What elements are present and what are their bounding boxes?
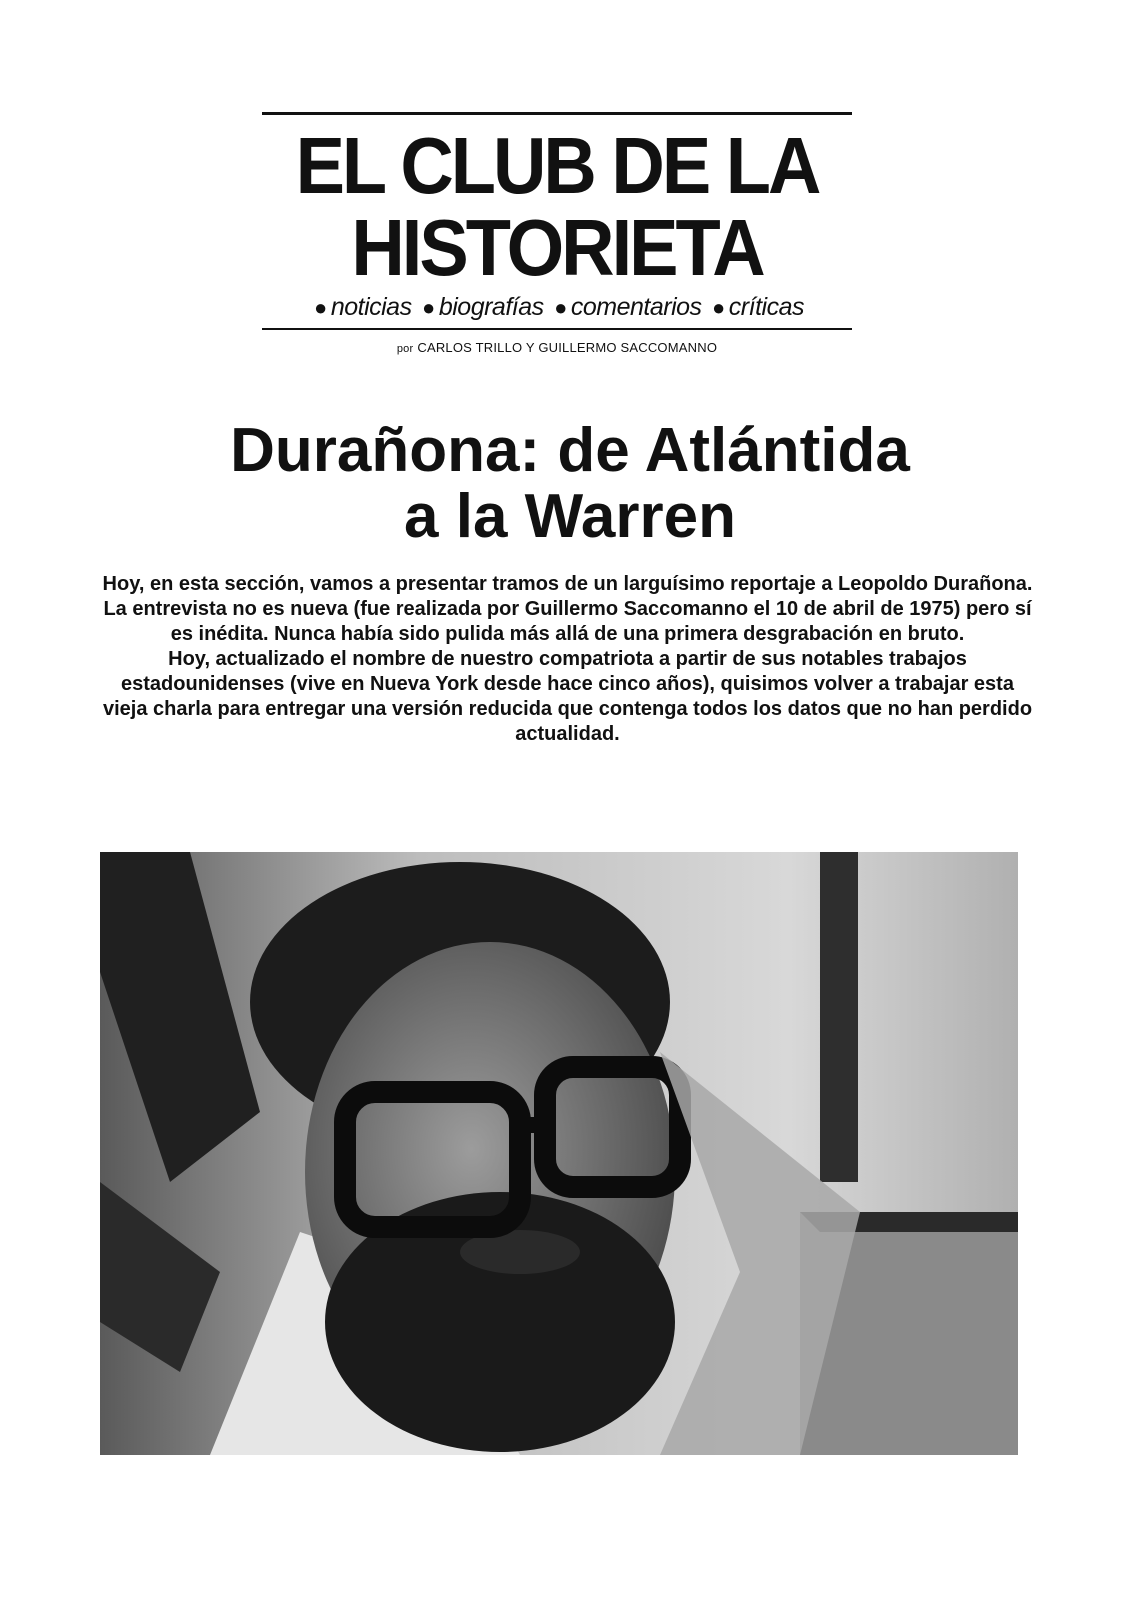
tagline-item: críticas [728, 293, 804, 321]
portrait-photo [100, 852, 1018, 1455]
section-tagline [262, 293, 852, 322]
byline [262, 340, 852, 355]
portrait-photo-illustration [100, 852, 1018, 1455]
tagline-item: comentarios [570, 293, 702, 321]
bullet-icon: ● [554, 295, 567, 320]
headline-line1: Durañona: de Atlántida [230, 416, 910, 485]
section-title-line2: HISTORIETA [351, 202, 763, 293]
headline-line2: a la Warren [404, 482, 736, 551]
tagline-item: noticias [330, 293, 412, 321]
section-title [262, 120, 852, 293]
bullet-icon: ● [712, 295, 725, 320]
bullet-icon: ● [422, 295, 435, 320]
bullet-icon: ● [314, 295, 327, 320]
masthead-bottom-rule [262, 328, 852, 330]
section-title-line1: EL CLUB DE LA [295, 120, 819, 211]
tagline-item: biografías [438, 293, 544, 321]
byline-prefix: por [396, 343, 414, 355]
masthead-top-rule [262, 112, 852, 115]
article-intro [100, 572, 1035, 747]
intro-paragraph: Hoy, en esta sección, vamos a presentar tramos de un larguísimo reportaje a Leopoldo Durañona. La entrevista no es nueva (fue realizada por Guillermo Saccomanno el 10 de abril de 1975) pero sí es inédita. Nunca había sido pulida más allá de una primera desgrabación en bruto. [102, 573, 1033, 645]
article-headline [120, 418, 1020, 550]
byline-authors: CARLOS TRILLO Y GUILLERMO SACCOMANNO [417, 340, 718, 355]
masthead [262, 112, 852, 355]
intro-paragraph: Hoy, actualizado el nombre de nuestro compatriota a partir de sus notables trabajos estadounidenses (vive en Nueva York desde hace cinco años), quisimos volver a trabajar esta vieja charla para entregar una versión reducida que contenga todos los datos que no han perdido actualidad. [102, 648, 1033, 745]
